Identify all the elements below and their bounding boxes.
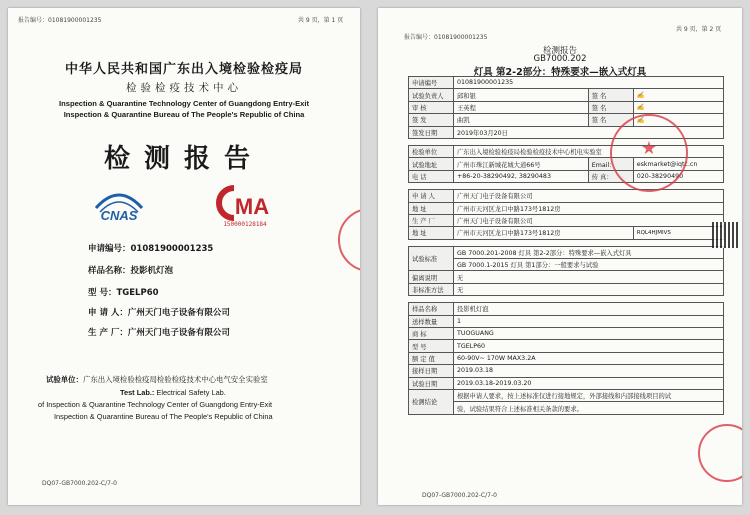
table-row: 验，试验结果符合上述标准相关条款的要求。 [409,402,724,414]
test-lab-cn: 试验单位：广东出入境检验检疫局检验检疫技术中心电气安全实验室 [46,375,268,384]
table-row: 审 核 王英程 签 名 ✍ [409,101,724,113]
issuer-title-en-2: Inspection & Quarantine Bureau of The People's Republic of China [63,110,305,119]
cma-number: 150000128184 [223,221,267,228]
table-row: 试验地址 广州市珠江新城花城大道66号 Email： eskmarket@iqtc.cn [409,158,724,170]
test-lab-en-1: Test Lab.: Electrical Safety Lab. [120,388,226,397]
field-report-no: 申请编号：01081900001235 [88,244,214,254]
table-row: 生 产 厂 广州天门电子设备有限公司 [409,214,724,226]
signature-issuer: ✍ [633,114,723,126]
table-row: 样品名称 投影机灯泡 [409,303,724,315]
cnas-logo [90,186,148,226]
table-row: 型 号 TGELP60 [409,340,724,352]
table-row: 商 标 TUOGUANG [409,328,724,340]
test-lab-en-3: Inspection & Quarantine Bureau of The People's Republic of China [54,412,273,421]
issuer-title-en-1: Inspection & Quarantine Technology Center of Guangdong Entry-Exit [58,99,310,108]
field-manufacturer: 生 产 厂：广州天门电子设备有限公司 [88,328,230,338]
qr-code-label: RQL4HJMIVS [633,227,723,239]
footer-code: DQ07-GB7000.202-C/7-0 [42,480,117,487]
detail-standard-title: 灯具 第2-2部分：特殊要求—嵌入式灯具 [473,67,647,78]
table-row: 试验负责人 邱和银 签 名 ✍ [409,89,724,101]
table-row: 试验日期 2019.03.18-2019.03.20 [409,377,724,389]
table-row: 试验标准 GB 7000.201-2008 灯具 第2-2部分：特殊要求—嵌入式灯具 [409,246,724,258]
footer-code: DQ07-GB7000.202-C/7-0 [422,492,497,499]
page-info: 共 9 页，第 2 页 [676,26,722,33]
table-row: 申请编号 01081900001235 [409,77,724,89]
table-row: 偏离说明 无 [409,271,724,283]
official-stamp: ★ [610,114,688,192]
field-product: 样品名称：投影机灯泡 [88,266,174,276]
table-row: 电 话 +86-20-38290492, 38290483 传 真： 020-38290490 [409,170,724,182]
issuer-subtitle-cn: 检验检疫技术中心 [126,82,242,94]
table-row: 签 发 曲凯 签 名 ✍ [409,114,724,126]
cma-logo-text: MA [234,194,270,219]
table-row: 额 定 值 60-90V~ 170W MAX3.2A [409,352,724,364]
field-applicant: 申 请 人：广州天门电子设备有限公司 [88,308,230,318]
detail-standard: GB7000.202 [533,54,587,64]
test-lab-en-2: of Inspection & Quarantine Technology Center of Guangdong Entry-Exit [38,400,273,409]
report-number-header: 报告编号：01081900001235 [18,17,102,24]
issuer-title-cn: 中华人民共和国广东出入境检验检疫局 [64,62,303,77]
report-title: 检测报告 [103,144,264,174]
signature-reviewer: ✍ [633,101,723,113]
table-row: 检验单位 广东出入境检验检疫局检验检疫技术中心机电实验室 [409,145,724,157]
cnas-logo-text: CNAS [100,208,138,223]
report-number-header: 报告编号：01081900001235 [404,34,488,41]
qr-code [712,222,738,248]
table-row: 送样数量 1 [409,315,724,327]
official-stamp [338,208,360,272]
table-row: 地 址 广州市天河区龙口中路173号1812房 [409,202,724,214]
detail-page [378,8,742,505]
table-row: GB 7000.1-2015 灯具 第1部分：一般要求与试验 [409,259,724,271]
table-row: 检测结论 根据申请人要求，按上述标准仅进行接地规定，外部接线和内部接线项目的试 [409,389,724,401]
cma-logo [212,184,278,228]
page-info: 共 9 页，第 1 页 [298,17,344,24]
table-row: 非标准方法 无 [409,283,724,295]
table-row: 签发日期 2019年03月20日 [409,126,724,138]
cover-page [8,8,360,505]
signature-tester: ✍ [633,89,723,101]
official-stamp-partial [698,424,742,482]
field-model: 型 号：TGELP60 [88,288,159,298]
table-row: 接样日期 2019.03.18 [409,365,724,377]
table-row: 申 请 人 广州天门电子设备有限公司 [409,190,724,202]
detail-heading: 检测报告 [542,46,577,56]
table-row: 地 址 广州市天河区龙口中路173号1812房 RQL4HJMIVS [409,227,724,239]
